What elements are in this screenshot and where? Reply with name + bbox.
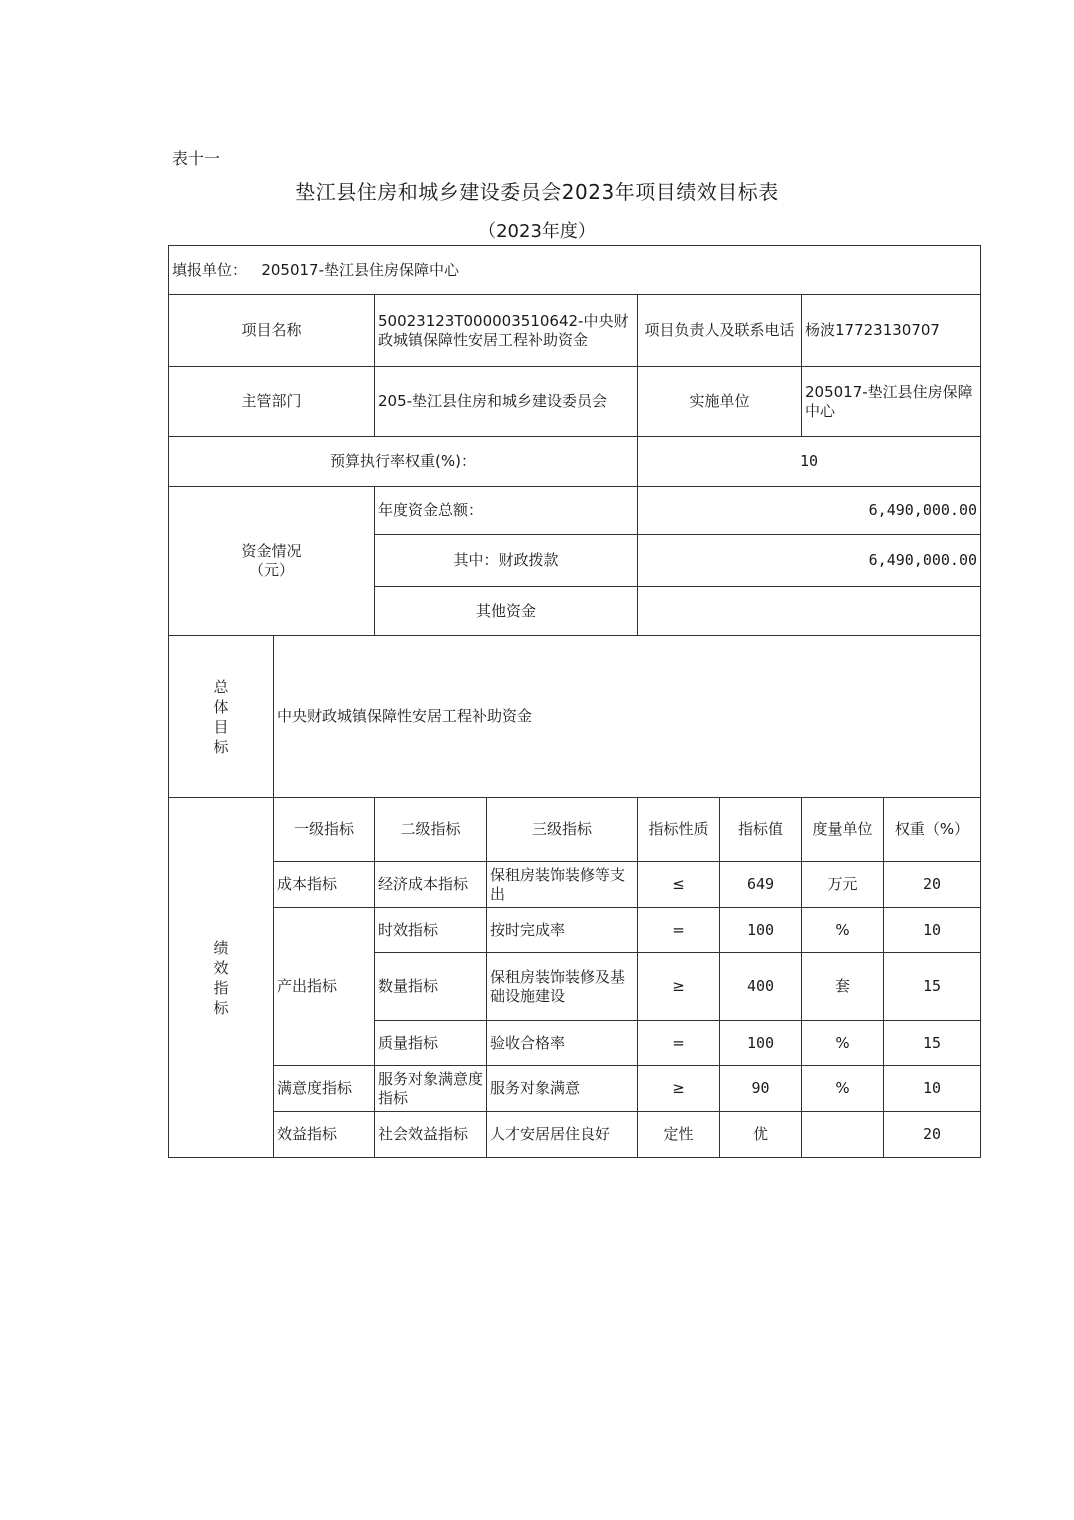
weight-cell: 15 <box>884 953 981 1021</box>
table-row <box>169 908 981 953</box>
level3-cell: 按时完成率 <box>487 908 638 953</box>
funds-label-line1: 资金情况 <box>241 542 302 560</box>
performance-label-char: 标 <box>213 998 229 1017</box>
value-cell: 90 <box>720 1066 802 1112</box>
table-row <box>169 1066 981 1112</box>
level1-cell: 满意度指标 <box>274 1066 375 1112</box>
nature-cell: = <box>638 1021 720 1066</box>
performance-label-char: 指 <box>213 978 229 997</box>
table-number-label: 表十一 <box>172 149 221 168</box>
weight-cell: 10 <box>884 1066 981 1112</box>
unit-cell: 万元 <box>802 862 884 908</box>
level1-cell: 产出指标 <box>274 908 375 1066</box>
funds-other-label: 其他资金 <box>375 587 638 636</box>
header-unit: 度量单位 <box>802 798 884 862</box>
weight-cell: 15 <box>884 1021 981 1066</box>
table-row <box>169 1112 981 1158</box>
weight-cell: 20 <box>884 1112 981 1158</box>
performance-label-char: 绩 <box>213 938 229 957</box>
reporting-unit-cell <box>169 246 981 295</box>
level2-cell: 数量指标 <box>375 953 487 1021</box>
header-weight: 权重（%） <box>884 798 981 862</box>
header-value: 指标值 <box>720 798 802 862</box>
funds-label-line2: （元） <box>248 561 294 579</box>
funds-total-row <box>169 487 981 535</box>
header-level1: 一级指标 <box>274 798 375 862</box>
performance-label <box>169 798 274 1158</box>
table-row <box>169 862 981 908</box>
value-cell: 100 <box>720 908 802 953</box>
level2-cell: 质量指标 <box>375 1021 487 1066</box>
unit-cell: % <box>802 1021 884 1066</box>
reporting-unit-label: 填报单位： <box>172 260 248 279</box>
nature-cell: ≥ <box>638 1066 720 1112</box>
nature-cell: 定性 <box>638 1112 720 1158</box>
implementer-label: 实施单位 <box>638 367 802 437</box>
weight-cell: 20 <box>884 862 981 908</box>
level3-cell: 人才安居居住良好 <box>487 1112 638 1158</box>
unit-cell <box>802 1112 884 1158</box>
overall-goal-label <box>169 636 274 798</box>
overall-goal-label-char: 标 <box>213 737 229 756</box>
nature-cell: = <box>638 908 720 953</box>
overall-goal-row <box>169 636 981 798</box>
funds-total-label: 年度资金总额： <box>375 487 638 535</box>
department-label: 主管部门 <box>169 367 375 437</box>
overall-goal-value: 中央财政城镇保障性安居工程补助资金 <box>274 636 981 798</box>
level1-cell: 效益指标 <box>274 1112 375 1158</box>
overall-goal-label-char: 目 <box>213 717 229 736</box>
department-value: 205-垫江县住房和城乡建设委员会 <box>375 367 638 437</box>
header-level2: 二级指标 <box>375 798 487 862</box>
implementer-value: 205017-垫江县住房保障中心 <box>802 367 981 437</box>
header-level3: 三级指标 <box>487 798 638 862</box>
level2-cell: 时效指标 <box>375 908 487 953</box>
unit-cell: % <box>802 908 884 953</box>
reporting-unit-row <box>169 246 981 295</box>
level1-cell: 成本指标 <box>274 862 375 908</box>
funds-total-value: 6,490,000.00 <box>638 487 981 535</box>
project-lead-label: 项目负责人及联系电话 <box>638 295 802 367</box>
budget-weight-value: 10 <box>638 437 981 487</box>
document-subtitle: （2023年度） <box>478 221 596 242</box>
budget-weight-label: 预算执行率权重(%)： <box>169 437 638 487</box>
level2-cell: 社会效益指标 <box>375 1112 487 1158</box>
funds-fiscal-label: 其中：财政拨款 <box>375 535 638 587</box>
project-lead-value: 杨波17723130707 <box>802 295 981 367</box>
department-row <box>169 367 981 437</box>
weight-cell: 10 <box>884 908 981 953</box>
level2-cell: 服务对象满意度指标 <box>375 1066 487 1112</box>
level3-cell: 验收合格率 <box>487 1021 638 1066</box>
budget-weight-row <box>169 437 981 487</box>
level3-cell: 保租房装饰装修等支出 <box>487 862 638 908</box>
level3-cell: 服务对象满意 <box>487 1066 638 1112</box>
project-name-label: 项目名称 <box>169 295 375 367</box>
performance-label-char: 效 <box>213 958 229 977</box>
level3-cell: 保租房装饰装修及基础设施建设 <box>487 953 638 1021</box>
unit-cell: % <box>802 1066 884 1112</box>
level2-cell: 经济成本指标 <box>375 862 487 908</box>
funds-other-value <box>638 587 981 636</box>
funds-label <box>169 487 375 636</box>
overall-goal-label-char: 体 <box>213 697 229 716</box>
document-title: 垫江县住房和城乡建设委员会2023年项目绩效目标表 <box>295 180 779 204</box>
indicator-header-row <box>169 798 981 862</box>
funds-fiscal-value: 6,490,000.00 <box>638 535 981 587</box>
value-cell: 400 <box>720 953 802 1021</box>
nature-cell: ≥ <box>638 953 720 1021</box>
performance-target-table <box>168 245 981 1158</box>
value-cell: 100 <box>720 1021 802 1066</box>
unit-cell: 套 <box>802 953 884 1021</box>
header-nature: 指标性质 <box>638 798 720 862</box>
value-cell: 优 <box>720 1112 802 1158</box>
value-cell: 649 <box>720 862 802 908</box>
nature-cell: ≤ <box>638 862 720 908</box>
overall-goal-label-char: 总 <box>213 677 229 696</box>
project-name-row <box>169 295 981 367</box>
project-name-value: 50023123T000003510642-中央财政城镇保障性安居工程补助资金 <box>375 295 638 367</box>
reporting-unit-value: 205017-垫江县住房保障中心 <box>261 260 460 279</box>
